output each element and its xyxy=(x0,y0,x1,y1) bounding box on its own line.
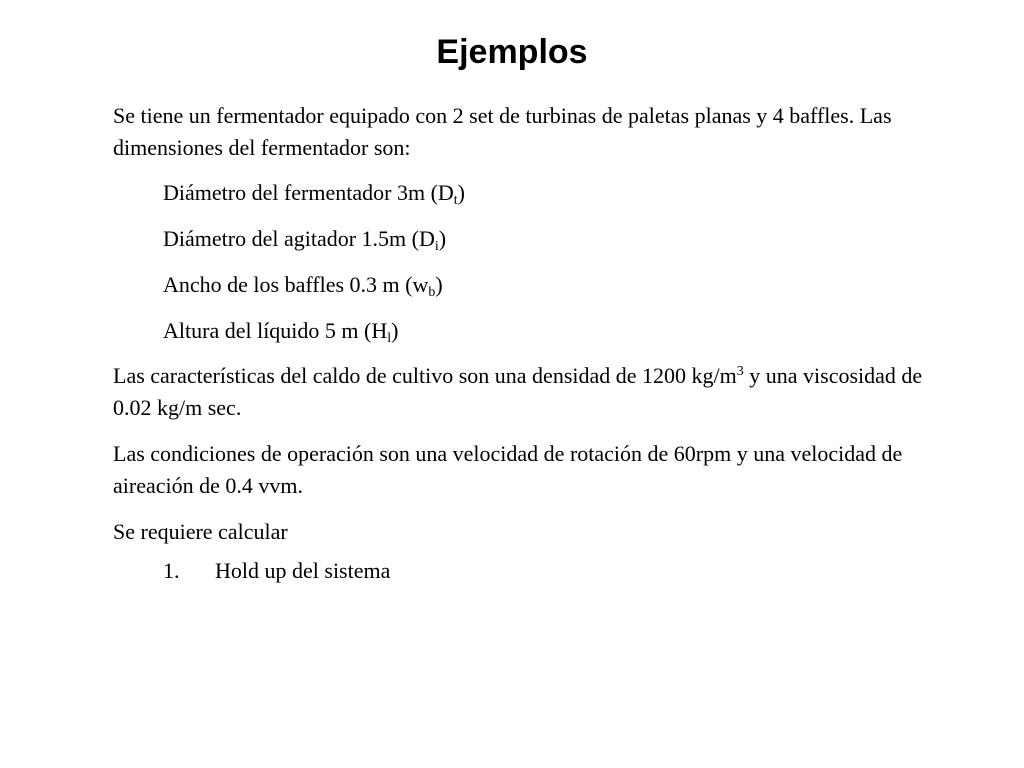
list-item xyxy=(113,548,943,594)
dimension-subscript: t xyxy=(453,193,458,208)
list-item-number: 1. xyxy=(163,558,180,583)
dimension-text: Diámetro del fermentador 3m (D xyxy=(163,180,454,205)
dimension-agitator-diameter xyxy=(113,216,943,262)
requirement-paragraph: Se requiere calcular xyxy=(113,519,288,544)
broth-text-before: Las características del caldo de cultivo son una densidad de 1200 kg/m xyxy=(113,363,737,388)
broth-superscript: 3 xyxy=(736,364,744,379)
dimension-fermenter-diameter xyxy=(113,170,943,216)
list-item-text: Hold up del sistema xyxy=(215,558,391,583)
dimension-text: Diámetro del agitador 1.5m (D xyxy=(163,226,435,251)
dimension-subscript: l xyxy=(387,331,392,346)
dimension-baffle-width xyxy=(113,262,943,308)
slide-body xyxy=(113,100,943,594)
slide-title: Ejemplos xyxy=(436,33,588,71)
dimension-text: Ancho de los baffles 0.3 m (w xyxy=(163,272,429,297)
dimension-liquid-height xyxy=(113,308,943,354)
dimension-close: ) xyxy=(391,318,399,343)
dimension-close: ) xyxy=(435,272,443,297)
tasks-list xyxy=(113,548,943,594)
dimension-text: Altura del líquido 5 m (H xyxy=(163,318,388,343)
dimension-close: ) xyxy=(457,180,465,205)
conditions-paragraph: Las condiciones de operación son una velocidad de rotación de 60rpm y una velocidad de aireación de 0.4 vvm. xyxy=(113,441,903,498)
broth-text-after: y una viscosidad de 0.02 kg/m sec. xyxy=(113,363,923,420)
intro-paragraph: Se tiene un fermentador equipado con 2 set de turbinas de paletas planas y 4 baffles. Las dimensiones del fermentador son: xyxy=(113,103,892,160)
broth-paragraph xyxy=(113,360,943,424)
dimensions-list xyxy=(113,170,943,354)
dimension-subscript: b xyxy=(428,285,436,300)
dimension-close: ) xyxy=(438,226,447,251)
dimension-subscript: i xyxy=(434,239,439,254)
